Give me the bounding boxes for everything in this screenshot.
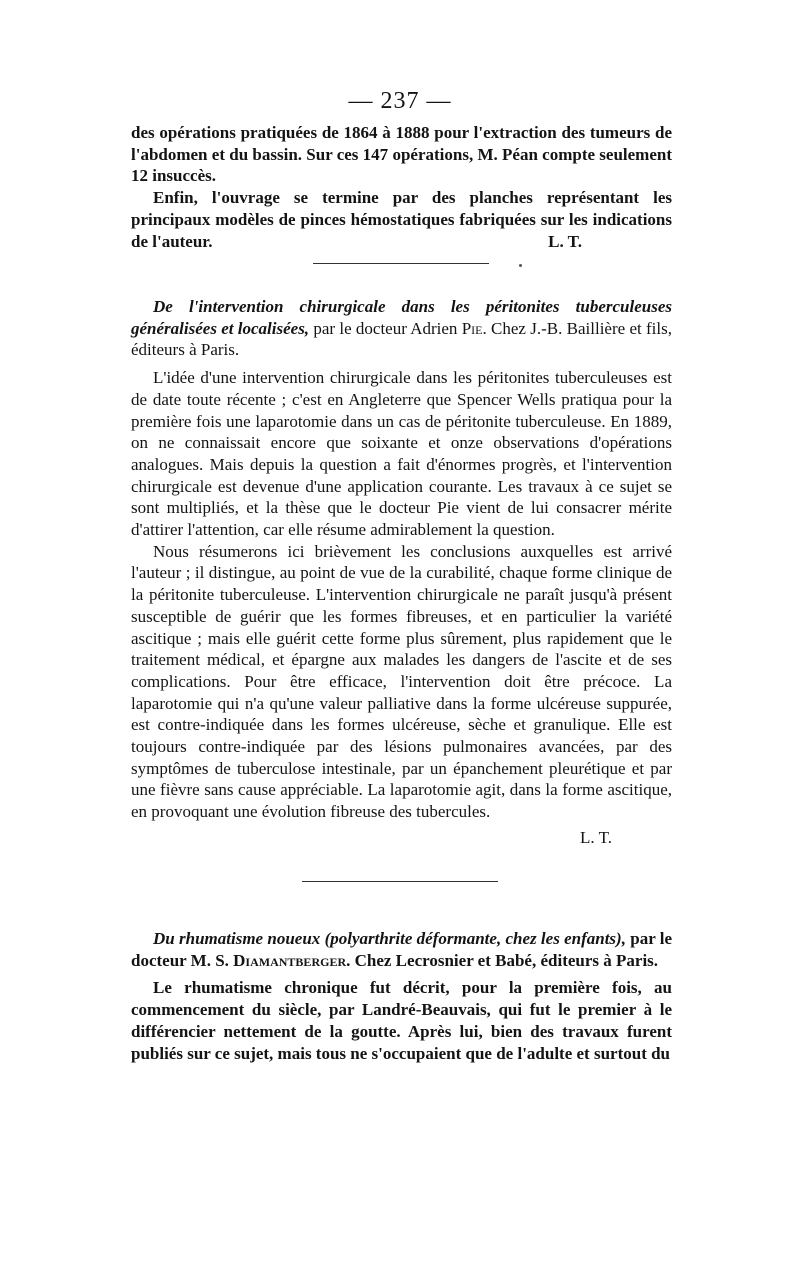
paragraph: L'idée d'une intervention chirurgicale dans les péritonites tuberculeuses est de date toute récente ; c'est en Angleterre que Spencer Wells pratiqua pour la première fois une laparotomie dans un cas de péritonite tuberculeuse. En 1889, on ne connaissait encore que soixante et onze observations d'opérations analogues. Mais depuis la question a fait d'énormes progrès, et l'intervention chirurgicale est devenue d'une application courante. Les travaux à ce sujet se sont multipliés, et la thèse que le docteur Pie vient de lui consacrer mérite d'attirer l'attention, car elle résume admirablement la question. [131,368,672,540]
review-continuation [131,122,672,252]
section-divider [313,263,489,264]
paragraph: Enfin, l'ouvrage se termine par des planches représentant les principaux modèles de pinces hémostatiques fabriquées sur les indications de l'auteur. L. T. [131,188,672,251]
signature: L. T. [580,827,612,847]
book-title: Du rhumatisme noueux (polyarthrite déformante, chez les enfants), [153,929,626,948]
review-title: Du rhumatisme noueux (polyarthrite déformante, chez les enfants), par le docteur M. S. Diamantberger. Chez Lecrosnier et Babé, éditeurs à Paris. [131,929,672,970]
section-divider [302,881,498,882]
paragraph: Le rhumatisme chronique fut décrit, pour la première fois, au commencement du siècle, par Landré-Beauvais, qui fut le premier à le différencier nettement de la goutte. Après lui, bien des travaux furent publiés sur ce sujet, mais tous ne s'occupaient que de l'adulte et surtout du [131,978,672,1063]
paragraph: des opérations pratiquées de 1864 à 1888 pour l'extraction des tumeurs de l'abdomen et du bassin. Sur ces 147 opérations, M. Péan compte seulement 12 insuccès. [131,123,672,186]
author-name: Diamantberger [233,950,347,970]
review-diamantberger [131,928,672,1064]
review-pie [131,296,672,849]
signature: L. T. [548,231,582,251]
book-title: De l'intervention chirurgicale dans les péritonites tuberculeuses généralisées et localisées, [131,297,672,338]
author-name: Pie [461,318,483,338]
print-speck [519,264,522,267]
paragraph: Nous résumerons ici brièvement les conclusions auxquelles est arrivé l'auteur ; il distingue, au point de vue de la curabilité, chaque forme clinique de la péritonite tuberculeuse. L'intervention chirurgicale ne paraît jusqu'à présent susceptible de guérir que les formes fibreuses, et en particulier la variété ascitique ; mais elle guérit cette forme plus sûrement, plus rapidement que le traitement médical, et épargne aux malades les dangers de l'ascite et de ses complications. Pour être efficace, l'intervention doit être précoce. La laparotomie qui n'a qu'une valeur palliative dans la forme ulcéreuse suppurée, est contre-indiquée dans les formes ulcéreuse, sèche et granulique. Elle est toujours contre-indiquée par des lésions pulmonaires avancées, par des symptômes de tuberculose intestinale, par un épanchement pleurétique et par une fièvre sans cause appréciable. La laparotomie agit, dans la forme ascitique, en provoquant une évolution fibreuse des tubercules. [131,541,672,822]
page-number: — 237 — [348,88,452,114]
review-title: De l'intervention chirurgicale dans les péritonites tuberculeuses généralisées et localisées, par le docteur Adrien Pie. Chez J.-B. Baillière et fils, éditeurs à Paris. [131,297,672,360]
